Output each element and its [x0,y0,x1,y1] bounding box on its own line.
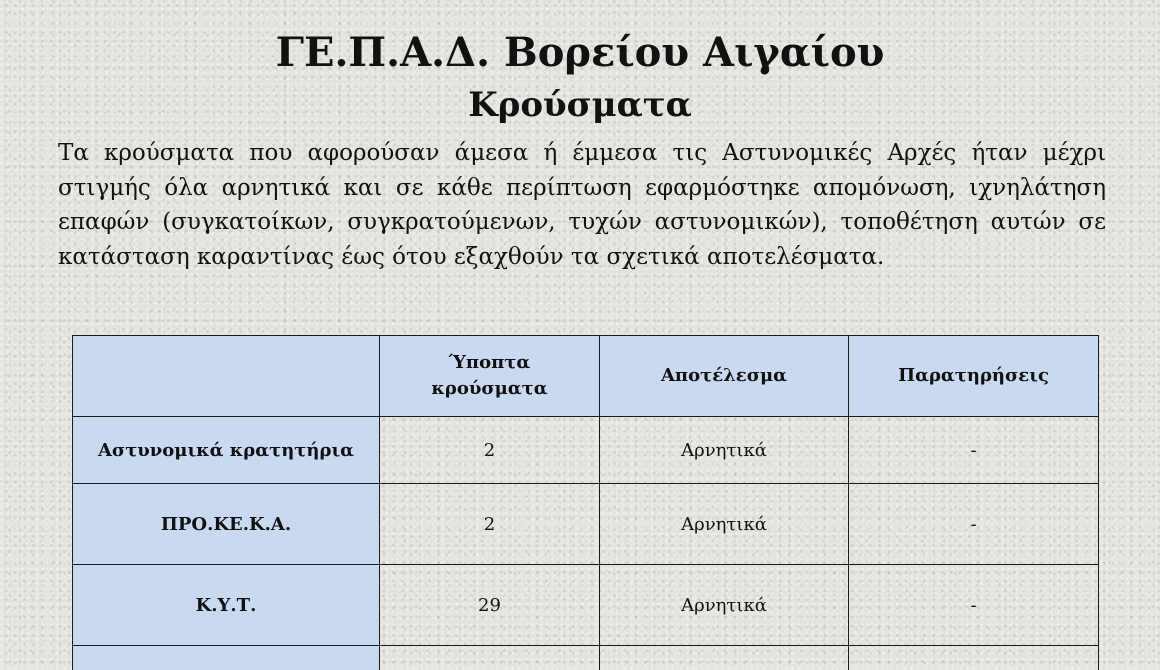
notes-value [849,646,1099,670]
header-notes: Παρατηρήσεις [849,336,1099,417]
suspected-cases-value: 29 [380,565,600,646]
result-value: Αρνητικά [600,565,849,646]
header-empty-cell [73,336,380,417]
row-label: Κ.Υ.Τ. [73,565,380,646]
header-result: Αποτέλεσμα [600,336,849,417]
intro-paragraph: Τα κρούσματα που αφορούσαν άμεσα ή έμμεσα τις Αστυνομικές Αρχές ήταν μέχρι στιγμής όλα αρνητικά και σε κάθε περίπτωση εφαρμόστηκε απομόνωση, ιχνηλάτηση επαφών (συγκατοίκων, συγκρατούμενων, τυχών αστυνομικών), τοποθέτηση αυτών σε κατάσταση καραντίνας έως ότου εξαχθούν τα σχετικά αποτελέσματα. [58,140,1106,270]
page-subtitle: Κρούσματα [468,85,692,125]
row-label: ΠΡΟ.ΚΕ.Κ.Α. [73,484,380,565]
table-header-row [73,336,1099,417]
notes-value: - [849,484,1099,565]
table-row [73,646,1099,670]
table-row [73,417,1099,484]
result-value: Αρνητικά [600,484,849,565]
row-label [73,646,380,670]
suspected-cases-value [380,646,600,670]
header-suspected-cases: Ύποπτα κρούσματα [380,336,600,417]
cases-table [72,335,1099,670]
suspected-cases-value: 2 [380,417,600,484]
table-row [73,565,1099,646]
page-title: ΓΕ.Π.Α.Δ. Βορείου Αιγαίου [275,29,885,76]
result-value: Αρνητικά [600,417,849,484]
notes-value: - [849,417,1099,484]
notes-value: - [849,565,1099,646]
row-label: Αστυνομικά κρατητήρια [73,417,380,484]
result-value [600,646,849,670]
suspected-cases-value: 2 [380,484,600,565]
table-row [73,484,1099,565]
